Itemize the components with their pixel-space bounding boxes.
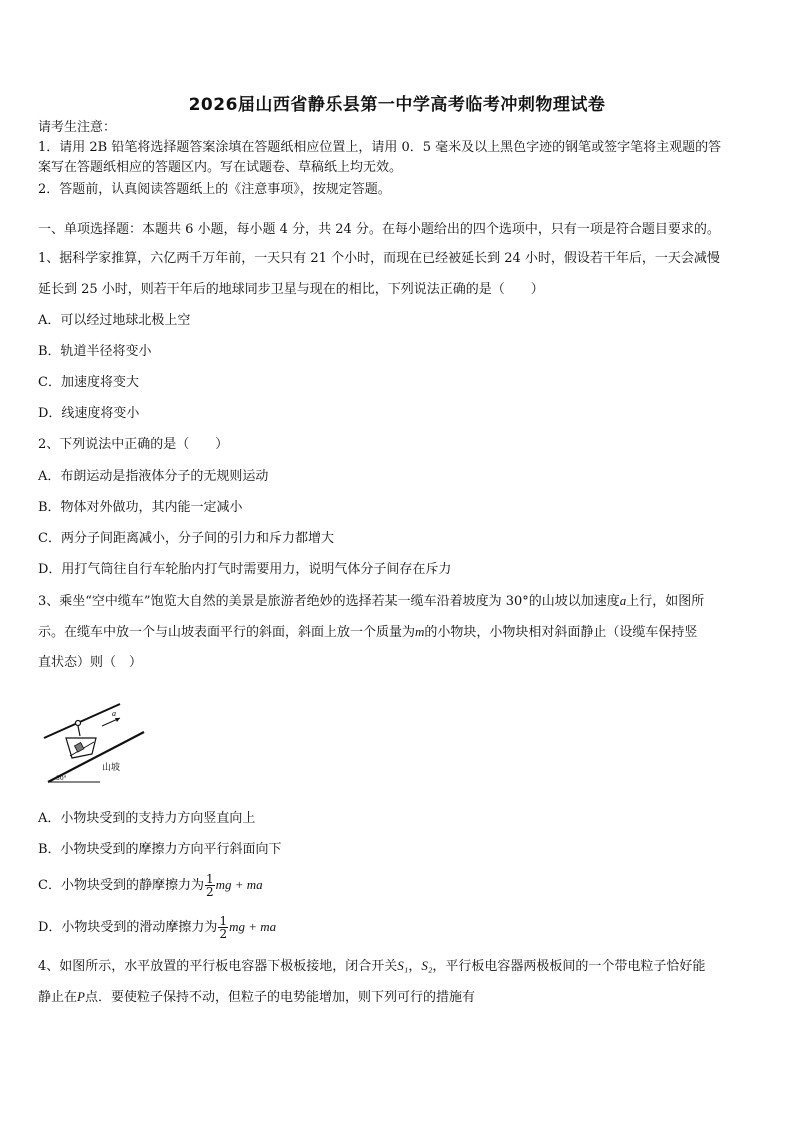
q3-text: 3、乘坐“空中缆车”饱览大自然的美景是旅游者绝妙的选择若某一缆车沿着坡度为 30°的山坡以加速度 bbox=[38, 594, 620, 609]
fraction-numerator: 1 bbox=[219, 914, 228, 928]
notice-item-1-line-2: 案写在答题纸相应的答题区内。写在试题卷、草稿纸上均无效。 bbox=[38, 160, 403, 175]
section-heading: 一、单项选择题：本题共 6 小题，每小题 4 分，共 24 分。在每小题给出的四个选项中，只有一项是符合题目要求的。 bbox=[38, 222, 720, 237]
fraction-numerator: 1 bbox=[205, 872, 214, 886]
notice-item-1-line-1: 1．请用 2B 铅笔将选择题答案涂填在答题纸相应位置上，请用 0．5 毫米及以上黑色字迹的钢笔或签字笔将主观题的答 bbox=[38, 140, 722, 155]
q3-text: 上行，如图所 bbox=[626, 594, 705, 609]
point-p: P bbox=[77, 989, 85, 1004]
q1-stem-line-1: 1、据科学家推算，六亿两千万年前，一天只有 21 个小时，而现在已经被延长到 24 小时，假设若干年后，一天会减慢 bbox=[38, 251, 720, 266]
q4-text: ，平行板电容器两极板间的一个带电粒子恰好能 bbox=[432, 959, 706, 974]
switch-s2: S₂ bbox=[421, 958, 433, 973]
q3-option-b: B．小物块受到的摩擦力方向平行斜面向下 bbox=[38, 842, 282, 857]
q4-text: 4、如图所示，水平放置的平行板电容器下极板接地，闭合开关 bbox=[38, 959, 398, 974]
page-title: 2026届山西省静乐县第一中学高考临考冲刺物理试卷 bbox=[188, 95, 606, 115]
slope-label: 山坡 bbox=[102, 763, 121, 773]
fraction-denominator: 2 bbox=[219, 927, 228, 941]
q4-stem-line-1 bbox=[38, 958, 705, 975]
q1-option-c: C．加速度将变大 bbox=[38, 375, 139, 390]
q2-option-d: D．用打气筒往自行车轮胎内打气时需要用力，说明气体分子间存在斥力 bbox=[38, 562, 452, 577]
accel-label: a bbox=[112, 709, 116, 718]
q3-text: 示。在缆车中放一个与山坡表面平行的斜面，斜面上放一个质量为 bbox=[38, 625, 416, 640]
switch-s1: S₁ bbox=[397, 958, 409, 973]
q3-stem-line-2 bbox=[38, 624, 697, 641]
q3-option-a: A．小物块受到的支持力方向竖直向上 bbox=[38, 811, 256, 826]
q3-option-d bbox=[38, 914, 276, 941]
option-text: C．小物块受到的静摩擦力为 bbox=[38, 878, 204, 893]
formula: mg + ma bbox=[215, 877, 263, 892]
notice-heading: 请考生注意： bbox=[38, 120, 117, 135]
q3-stem-line-3: 直状态）则（ ） bbox=[38, 655, 143, 670]
hanger-rod bbox=[78, 726, 80, 736]
q1-stem-line-2: 延长到 25 小时，则若干年后的地球同步卫星与现在的相比，下列说法正确的是（ ） bbox=[38, 282, 544, 297]
q3-stem-line-1 bbox=[38, 593, 704, 610]
notice-item-2: 2．答题前，认真阅读答题纸上的《注意事项》，按规定答题。 bbox=[38, 182, 391, 197]
q2-stem: 2、下列说法中正确的是（ ） bbox=[38, 437, 229, 452]
formula: mg + ma bbox=[229, 919, 277, 934]
q3-text: 的小物块，小物块相对斜面静止（设缆车保持竖 bbox=[424, 625, 698, 640]
mass-variable: m bbox=[415, 624, 425, 639]
q2-option-b: B．物体对外做功，其内能一定减小 bbox=[38, 500, 243, 515]
q3-option-c bbox=[38, 872, 263, 899]
q2-option-c: C．两分子间距离减小，分子间的引力和斥力都增大 bbox=[38, 531, 334, 546]
cable-line bbox=[44, 704, 120, 738]
slope-angle-label: 30° bbox=[56, 775, 67, 782]
q4-stem-line-2 bbox=[38, 989, 475, 1006]
fraction bbox=[205, 873, 215, 898]
pulley-icon bbox=[76, 721, 81, 726]
accel-variable: a bbox=[619, 593, 627, 608]
q4-text: 点．要使粒子保持不动，但粒子的电势能增加，则下列可行的措施有 bbox=[84, 990, 475, 1005]
q2-option-a: A．布朗运动是指液体分子的无规则运动 bbox=[38, 469, 269, 484]
option-text: D．小物块受到的滑动摩擦力为 bbox=[38, 920, 218, 935]
fraction-denominator: 2 bbox=[205, 885, 214, 899]
q4-separator: ， bbox=[408, 959, 422, 974]
fraction bbox=[218, 915, 228, 940]
q1-option-b: B．轨道半径将变小 bbox=[38, 344, 152, 359]
cable-car-figure bbox=[40, 696, 150, 786]
q1-option-d: D．线速度将变小 bbox=[38, 406, 140, 421]
q1-option-a: A．可以经过地球北极上空 bbox=[38, 313, 191, 328]
q4-text: 静止在 bbox=[38, 990, 78, 1005]
